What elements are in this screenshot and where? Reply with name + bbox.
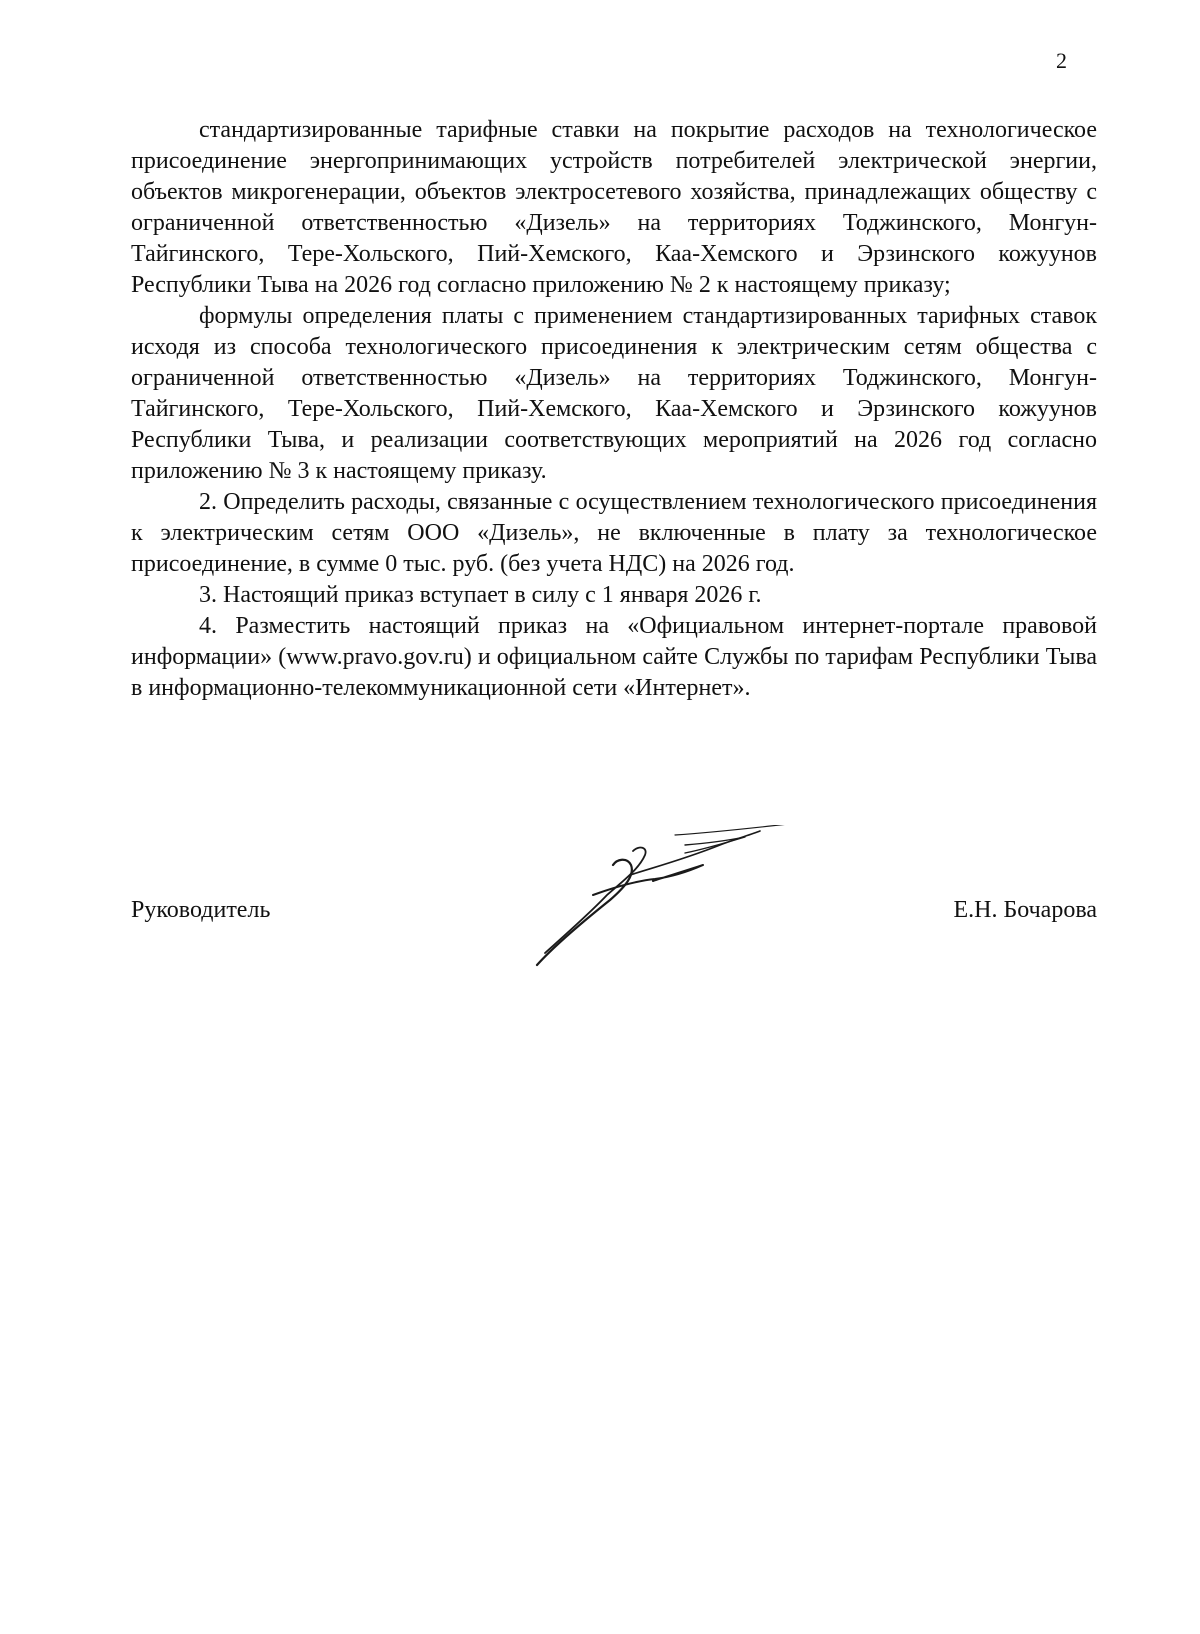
handwritten-signature	[535, 825, 815, 970]
paragraph-tariff-rates: стандартизированные тарифные ставки на покрытие расходов на технологическое присоединение энергопринимающих устройств потребителей электрической энергии, объектов микрогенерации, объектов электросетевого хозяйства, принадлежащих обществу с ограниченной ответственностью «Дизель» на территориях Тоджинского, Монгун-Тайгинского, Тере-Хольского, Пий-Хемского, Каа-Хемского и Эрзинского кожуунов Республики Тыва на 2026 год согласно приложению № 2 к настоящему приказу;	[131, 117, 1097, 298]
paragraph-item-4-publication: 4. Разместить настоящий приказ на «Официальном интернет-портале правовой информации» (www.pravo.gov.ru) и официальном сайте Службы по тарифам Республики Тыва в информационно-телекоммуникационной сети «Интернет».	[131, 613, 1097, 701]
document-body	[131, 115, 1097, 704]
paragraph-fee-formulas: формулы определения платы с применением стандартизированных тарифных ставок исходя из способа технологического присоединения к электрическим сетям общества с ограниченной ответственностью «Дизель» на территориях Тоджинского, Монгун-Тайгинского, Тере-Хольского, Пий-Хемского, Каа-Хемского и Эрзинского кожуунов Республики Тыва, и реализации соответствующих мероприятий на 2026 год согласно приложению № 3 к настоящему приказу.	[131, 303, 1097, 484]
signature-stroke-flourish	[685, 837, 745, 853]
paragraph-item-3-effective-date: 3. Настоящий приказ вступает в силу с 1 января 2026 г.	[199, 582, 762, 608]
paragraph-item-2-expenses: 2. Определить расходы, связанные с осуществлением технологического присоединения к электрическим сетям ООО «Дизель», не включенные в плату за технологическое присоединение, в сумме 0 тыс. руб. (без учета НДС) на 2026 год.	[131, 489, 1097, 577]
signature-stroke-main	[537, 860, 632, 965]
page-number: 2	[1056, 48, 1067, 73]
signatory-title: Руководитель	[131, 897, 271, 923]
signatory-name: Е.Н. Бочарова	[953, 897, 1097, 923]
signature-stroke-tail	[675, 825, 797, 835]
